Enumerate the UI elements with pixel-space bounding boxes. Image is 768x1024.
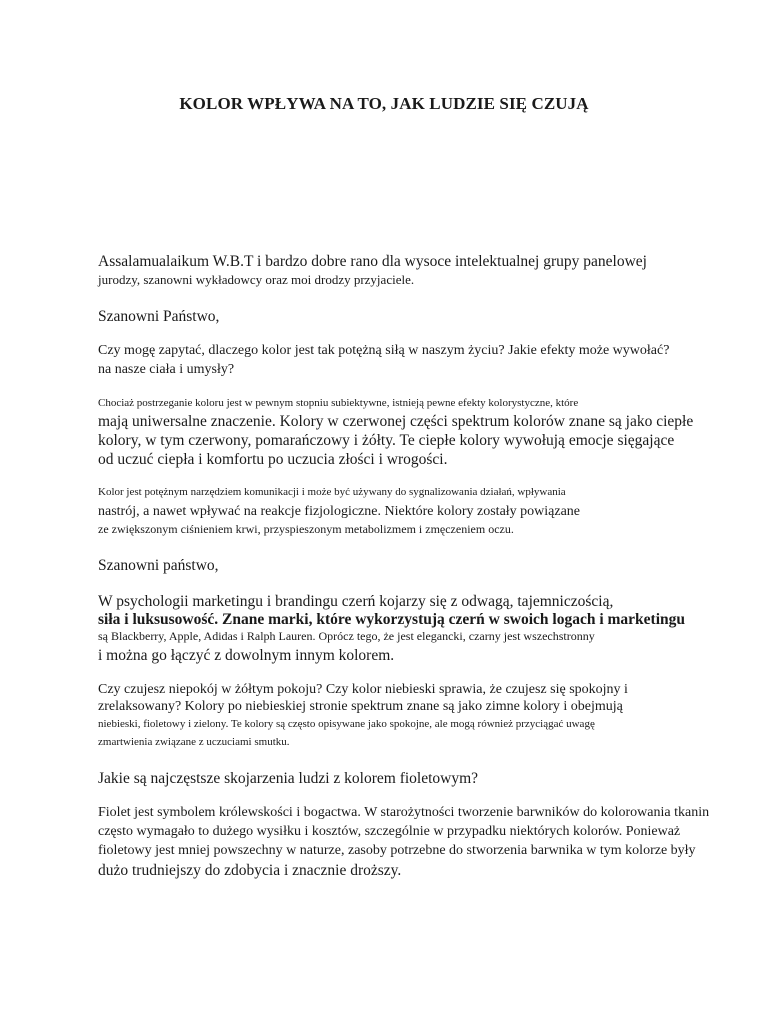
- paragraph-1-line-2: jurodzy, szanowni wykładowcy oraz moi drodzy przyjaciele.: [98, 272, 415, 287]
- paragraph-7-line-4: dużo trudniejszy do zdobycia i znacznie droższy.: [98, 862, 402, 879]
- paragraph-6-line-4: zmartwienia związane z uczuciami smutku.: [98, 736, 290, 748]
- paragraph-6-line-1: Czy czujesz niepokój w żółtym pokoju? Czy kolor niebieski sprawia, że czujesz się spokojny i: [98, 682, 628, 697]
- paragraph-3-line-4: od uczuć ciepła i komfortu po uczucia złości i wrogości.: [98, 451, 448, 468]
- paragraph-5-line-2: siła i luksusowość. Znane marki, które wykorzystują czerń w swoich logach i marketingu: [98, 611, 686, 628]
- greeting-1: Szanowni Państwo,: [98, 308, 220, 325]
- paragraph-5-line-1: W psychologii marketingu i brandingu czerń kojarzy się z odwagą, tajemniczością,: [98, 593, 614, 610]
- paragraph-6-line-2: zrelaksowany? Kolory po niebieskiej stronie spektrum znane są jako zimne kolory i obejmują: [98, 699, 623, 714]
- paragraph-6-line-3: niebieski, fioletowy i zielony. Te kolory są często opisywane jako spokojne, ale mogą również przyciągać uwagę: [98, 718, 595, 730]
- paragraph-3-line-2: mają uniwersalne znaczenie. Kolory w czerwonej części spektrum kolorów znane są jako ciepłe: [98, 413, 694, 430]
- paragraph-5-line-4: i można go łączyć z dowolnym innym kolorem.: [98, 647, 395, 664]
- question-heading: Jakie są najczęstsze skojarzenia ludzi z kolorem fioletowym?: [98, 770, 479, 787]
- paragraph-4-line-1: Kolor jest potężnym narzędziem komunikacji i może być używany do sygnalizowania działań, wpływania: [98, 486, 566, 498]
- paragraph-4-line-2: nastrój, a nawet wpływać na reakcje fizjologiczne. Niektóre kolory zostały powiązane: [98, 504, 581, 519]
- paragraph-7-line-1: Fiolet jest symbolem królewskości i bogactwa. W starożytności tworzenie barwników do kolorowania tkanin: [98, 805, 710, 820]
- page-title: KOLOR WPŁYWA NA TO, JAK LUDZIE SIĘ CZUJĄ: [179, 94, 589, 113]
- paragraph-7-line-3: fioletowy jest mniej powszechny w naturze, zasoby potrzebne do stworzenia barwnika w tym kolorze były: [98, 843, 696, 858]
- paragraph-2-line-1: Czy mogę zapytać, dlaczego kolor jest tak potężną siłą w naszym życiu? Jakie efekty może wywołać?: [98, 343, 670, 358]
- paragraph-4-line-3: ze zwiększonym ciśnieniem krwi, przyspieszonym metabolizmem i zmęczeniem oczu.: [98, 522, 514, 536]
- paragraph-3-line-3: kolory, w tym czerwony, pomarańczowy i żółty. Te ciepłe kolory wywołują emocje sięgające: [98, 432, 675, 449]
- paragraph-1-line-1: Assalamualaikum W.B.T i bardzo dobre rano dla wysoce intelektualnej grupy panelowej: [98, 253, 647, 270]
- paragraph-7-line-2: często wymagało to dużego wysiłku i kosztów, szczególnie w przypadku niektórych kolorów. Ponieważ: [98, 824, 681, 839]
- paragraph-2-line-2: na nasze ciała i umysły?: [98, 362, 235, 377]
- greeting-2: Szanowni państwo,: [98, 557, 219, 574]
- paragraph-3-line-1: Chociaż postrzeganie koloru jest w pewnym stopniu subiektywne, istnieją pewne efekty kolorystyczne, które: [98, 397, 579, 409]
- paragraph-5-line-3: są Blackberry, Apple, Adidas i Ralph Lauren. Oprócz tego, że jest elegancki, czarny jest wszechstronny: [98, 629, 595, 643]
